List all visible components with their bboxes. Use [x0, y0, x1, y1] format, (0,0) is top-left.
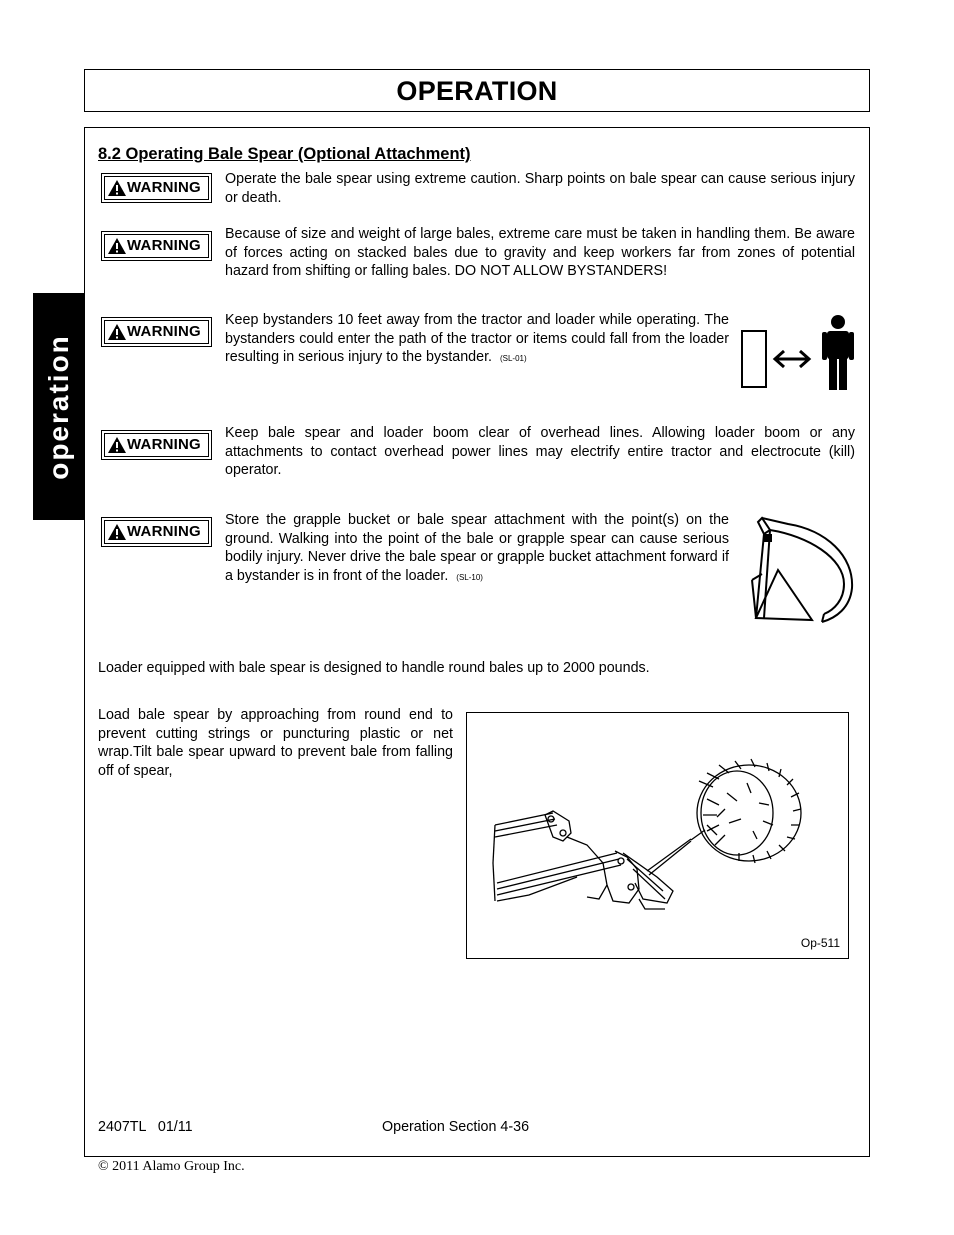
warning-triangle-icon	[107, 179, 127, 197]
warning-label-text: WARNING	[127, 179, 201, 196]
footer-page: Operation Section 4-36	[382, 1119, 530, 1135]
warning-triangle-icon	[107, 523, 127, 541]
copyright: © 2011 Alamo Group Inc.	[98, 1159, 245, 1174]
side-tab	[33, 293, 84, 520]
page-title: OPERATION	[396, 76, 558, 106]
grapple-bucket-icon	[748, 510, 860, 626]
warning-text: Store the grapple bucket or bale spear attachment with the point(s) on the ground. Walking into the point of the bale or grapple spear can cause serious bodily injury. Never drive the bale spear or grapple bucket attachment forward if a bystander is in front of the loader. (SL-10)	[225, 512, 729, 584]
warning-label	[101, 517, 212, 547]
warning-text: Keep bystanders 10 feet away from the tractor and loader while operating. The bystanders could enter the path of the tractor or items could fall from the loader resulting in serious injury to the bystander. (SL-01)	[225, 312, 729, 366]
warning-triangle-icon	[107, 237, 127, 255]
bale-spear-illustration	[467, 713, 848, 958]
figure-frame	[466, 712, 849, 959]
figure-code: Op-511	[800, 936, 840, 950]
safety-code: (SL-10)	[456, 572, 483, 582]
warning-label	[101, 173, 212, 203]
warning-label	[101, 231, 212, 261]
page-header	[84, 69, 870, 112]
safety-code: (SL-01)	[499, 354, 527, 364]
section-title: 8.2 Operating Bale Spear (Optional Attachment)	[98, 145, 471, 163]
capacity-text: Loader equipped with bale spear is designed to handle round bales up to 2000 pounds.	[98, 660, 650, 676]
warning-label-text: WARNING	[127, 523, 201, 540]
warning-text: Operate the bale spear using extreme caution. Sharp points on bale spear can cause serious injury or death.	[225, 171, 855, 206]
content-frame	[84, 127, 870, 1157]
warning-text: Because of size and weight of large bales, extreme care must be taken in handling them. Be aware of forces acting on stacked bales due to gravity and keep workers far from zones of potential hazard from shifting or falling bales. DO NOT ALLOW BYSTANDERS!	[225, 226, 855, 280]
side-tab-label: operation	[42, 333, 74, 480]
warning-label-text: WARNING	[127, 323, 201, 340]
warning-label-text: WARNING	[127, 436, 201, 453]
load-instructions-text: Load bale spear by approaching from round end to prevent cutting strings or puncturing plastic or net wrap.Tilt bale spear upward to prevent bale from falling off of spear,	[98, 707, 453, 779]
warning-label	[101, 430, 212, 460]
warning-triangle-icon	[107, 323, 127, 341]
bystander-distance-icon	[738, 313, 858, 393]
warning-text: Keep bale spear and loader boom clear of overhead lines. Allowing loader boom or any attachments to contact overhead power lines may electrify entire tractor and electrocute (kill) operator.	[225, 425, 855, 479]
warning-label	[101, 317, 212, 347]
warning-triangle-icon	[107, 436, 127, 454]
footer-model: 2407TL 01/11	[98, 1119, 193, 1135]
warning-label-text: WARNING	[127, 237, 201, 254]
